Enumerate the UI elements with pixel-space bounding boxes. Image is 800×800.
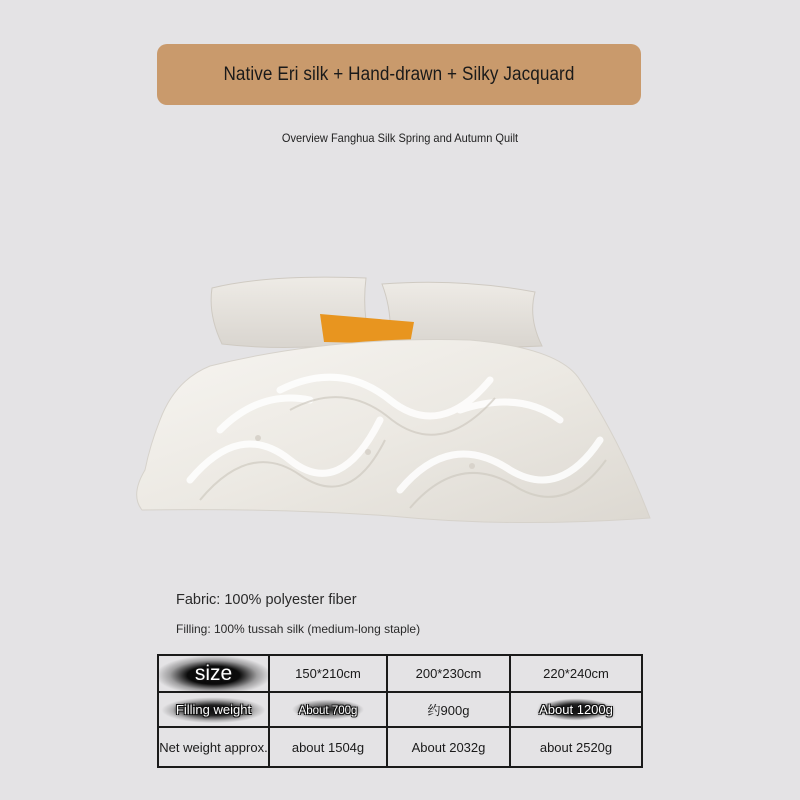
size-col-1: 150*210cm <box>269 655 387 692</box>
banner-title: Native Eri silk + Hand-drawn + Silky Jacquard <box>223 63 575 85</box>
filling-weight-3: About 1200g <box>539 702 613 717</box>
product-subtitle: Overview Fanghua Silk Spring and Autumn Quilt <box>281 131 519 145</box>
net-weight-2: About 2032g <box>387 727 510 767</box>
net-weight-3: about 2520g <box>510 727 642 767</box>
size-col-3: 220*240cm <box>510 655 642 692</box>
filling-weight-1: About 700g <box>298 705 358 717</box>
net-weight-1: about 1504g <box>269 727 387 767</box>
filling-weight-1-cell <box>269 692 387 727</box>
size-weight-table <box>157 654 643 768</box>
size-col-2: 200*230cm <box>387 655 510 692</box>
fabric-spec: Fabric: 100% polyester fiber <box>176 592 357 608</box>
bed-quilt-image <box>130 270 660 530</box>
size-header-cell <box>158 655 269 692</box>
title-banner <box>157 44 641 105</box>
filling-weight-2: 约900g <box>387 692 510 727</box>
filling-weight-label: Filling weight <box>175 702 252 717</box>
filling-weight-3-cell <box>510 692 642 727</box>
table-row <box>158 692 642 727</box>
size-header-label: size <box>194 661 233 685</box>
net-weight-label: Net weight approx. <box>158 727 269 767</box>
table-header-row <box>158 655 642 692</box>
filling-weight-label-cell <box>158 692 269 727</box>
table-row <box>158 727 642 767</box>
filling-spec: Filling: 100% tussah silk (medium-long staple) <box>176 622 421 636</box>
